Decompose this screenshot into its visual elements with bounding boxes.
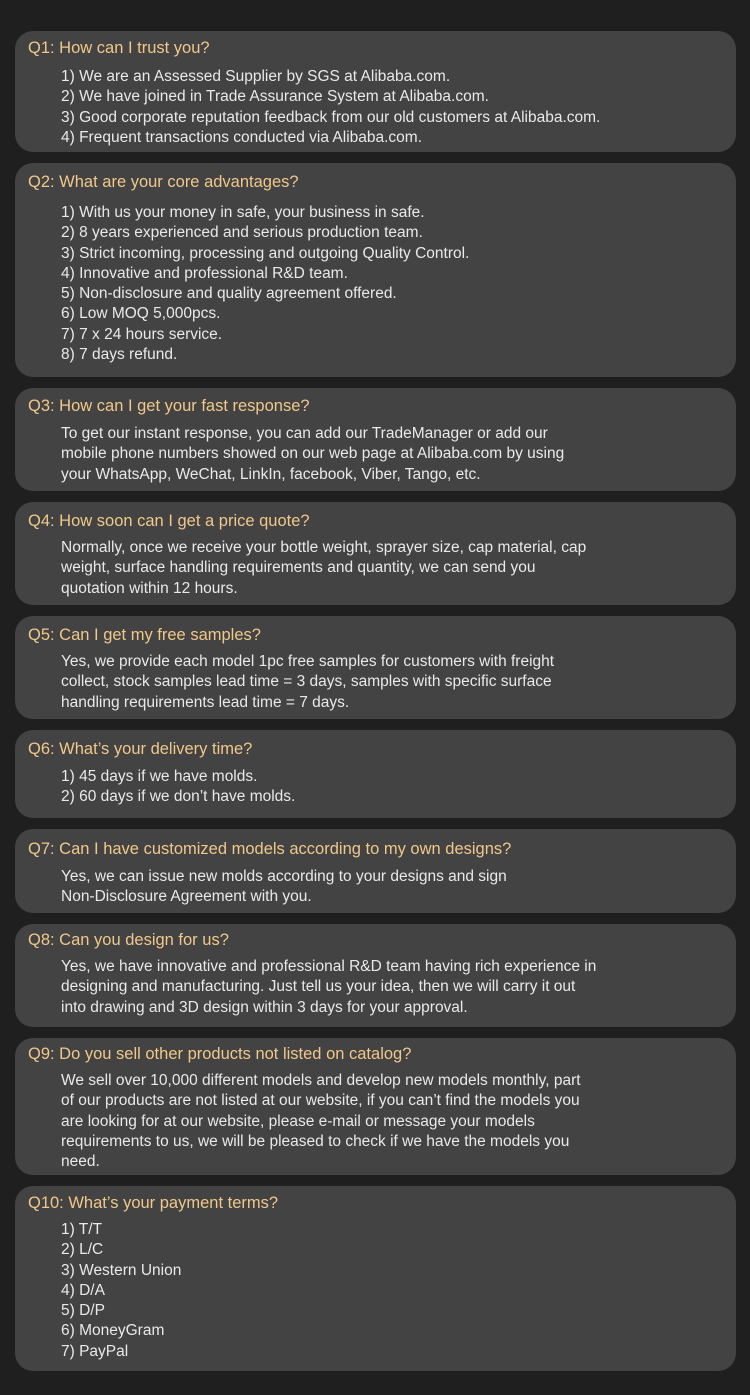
answer-line: 4) Innovative and professional R&D team. bbox=[61, 264, 348, 282]
faq-answer bbox=[61, 203, 724, 365]
answer-line: 2) L/C bbox=[61, 1241, 104, 1259]
answer-line: 3) Good corporate reputation feedback from our old customers at Alibaba.com. bbox=[61, 108, 601, 126]
answer-line: 6) Low MOQ 5,000pcs. bbox=[61, 305, 221, 323]
faq-answer bbox=[61, 767, 724, 808]
answer-line: 7) 7 x 24 hours service. bbox=[61, 325, 223, 343]
answer-line: designing and manufacturing. Just tell us your idea, then we will carry it out bbox=[61, 978, 576, 996]
answer-line: 6) MoneyGram bbox=[61, 1322, 165, 1340]
faq-answer bbox=[61, 1220, 724, 1362]
faq-card-q8 bbox=[15, 924, 736, 1027]
answer-line: Yes, we can issue new molds according to your designs and sign bbox=[61, 868, 507, 885]
faq-card-q7 bbox=[15, 829, 736, 913]
answer-line: 5) Non-disclosure and quality agreement offered. bbox=[61, 285, 397, 303]
faq-card-q5 bbox=[15, 616, 736, 719]
answer-line: 1) 45 days if we have molds. bbox=[61, 768, 258, 785]
answer-line: 1) T/T bbox=[61, 1221, 103, 1238]
faq-card-q2 bbox=[15, 163, 736, 377]
faq-answer bbox=[61, 424, 724, 485]
faq-card-q6 bbox=[15, 730, 736, 818]
answer-line: 7) PayPal bbox=[61, 1342, 129, 1360]
faq-answer bbox=[61, 867, 724, 908]
faq-question: Q1: How can I trust you? bbox=[28, 39, 210, 57]
answer-line: handling requirements lead time = 7 days. bbox=[61, 693, 350, 711]
answer-line: To get our instant response, you can add our TradeManager or add our bbox=[61, 425, 548, 442]
faq-question: Q2: What are your core advantages? bbox=[28, 173, 299, 191]
answer-line: of our products are not listed at our website, if you can’t find the models you bbox=[61, 1092, 580, 1110]
answer-line: 1) With us your money in safe, your business in safe. bbox=[61, 204, 425, 221]
answer-line: 2) 60 days if we don’t have molds. bbox=[61, 788, 296, 806]
answer-line: quotation within 12 hours. bbox=[61, 579, 238, 597]
faq-question: Q9: Do you sell other products not listed on catalog? bbox=[28, 1045, 412, 1063]
answer-line: Normally, once we receive your bottle weight, sprayer size, cap material, cap bbox=[61, 539, 587, 556]
answer-line: Yes, we provide each model 1pc free samples for customers with freight bbox=[61, 653, 555, 670]
faq-question: Q7: Can I have customized models according to my own designs? bbox=[28, 840, 512, 858]
answer-line: mobile phone numbers showed on our web page at Alibaba.com by using bbox=[61, 445, 565, 463]
answer-line: 2) 8 years experienced and serious production team. bbox=[61, 224, 423, 242]
answer-line: We sell over 10,000 different models and develop new models monthly, part bbox=[61, 1072, 581, 1089]
faq-card-q9 bbox=[15, 1038, 736, 1175]
answer-line: requirements to us, we will be pleased to check if we have the models you bbox=[61, 1132, 570, 1150]
faq-question: Q8: Can you design for us? bbox=[28, 931, 229, 949]
answer-line: collect, stock samples lead time = 3 days, samples with specific surface bbox=[61, 673, 552, 691]
answer-line: Yes, we have innovative and professional R&D team having rich experience in bbox=[61, 958, 597, 975]
answer-line: 3) Strict incoming, processing and outgoing Quality Control. bbox=[61, 244, 470, 262]
faq-card-q4 bbox=[15, 502, 736, 605]
faq-question: Q3: How can I get your fast response? bbox=[28, 397, 310, 415]
faq-answer bbox=[61, 538, 724, 599]
answer-line: your WhatsApp, WeChat, LinkIn, facebook, Viber, Tango, etc. bbox=[61, 465, 481, 483]
faq-question: Q4: How soon can I get a price quote? bbox=[28, 512, 310, 530]
faq-card-q3 bbox=[15, 388, 736, 491]
faq-answer bbox=[61, 957, 724, 1018]
answer-line: Non-Disclosure Agreement with you. bbox=[61, 888, 312, 906]
answer-line: 2) We have joined in Trade Assurance System at Alibaba.com. bbox=[61, 88, 489, 106]
answer-line: weight, surface handling requirements and quantity, we can send you bbox=[61, 559, 536, 577]
answer-line: 3) Western Union bbox=[61, 1261, 182, 1279]
answer-line: need. bbox=[61, 1153, 100, 1171]
faq-question: Q5: Can I get my free samples? bbox=[28, 626, 261, 644]
faq-question: Q6: What’s your delivery time? bbox=[28, 740, 253, 758]
answer-line: into drawing and 3D design within 3 days for your approval. bbox=[61, 998, 468, 1016]
faq-card-q10 bbox=[15, 1186, 736, 1371]
faq-answer bbox=[61, 67, 724, 148]
faq-question: Q10: What’s your payment terms? bbox=[28, 1194, 279, 1212]
answer-line: 4) Frequent transactions conducted via Alibaba.com. bbox=[61, 128, 423, 146]
answer-line: 5) D/P bbox=[61, 1302, 105, 1320]
answer-line: are looking for at our website, please e-mail or message your models bbox=[61, 1112, 535, 1130]
answer-line: 1) We are an Assessed Supplier by SGS at Alibaba.com. bbox=[61, 68, 451, 85]
faq-answer bbox=[61, 652, 724, 713]
faq-answer bbox=[61, 1071, 724, 1172]
faq-card-q1 bbox=[15, 31, 736, 152]
answer-line: 4) D/A bbox=[61, 1281, 105, 1299]
answer-line: 8) 7 days refund. bbox=[61, 346, 178, 364]
